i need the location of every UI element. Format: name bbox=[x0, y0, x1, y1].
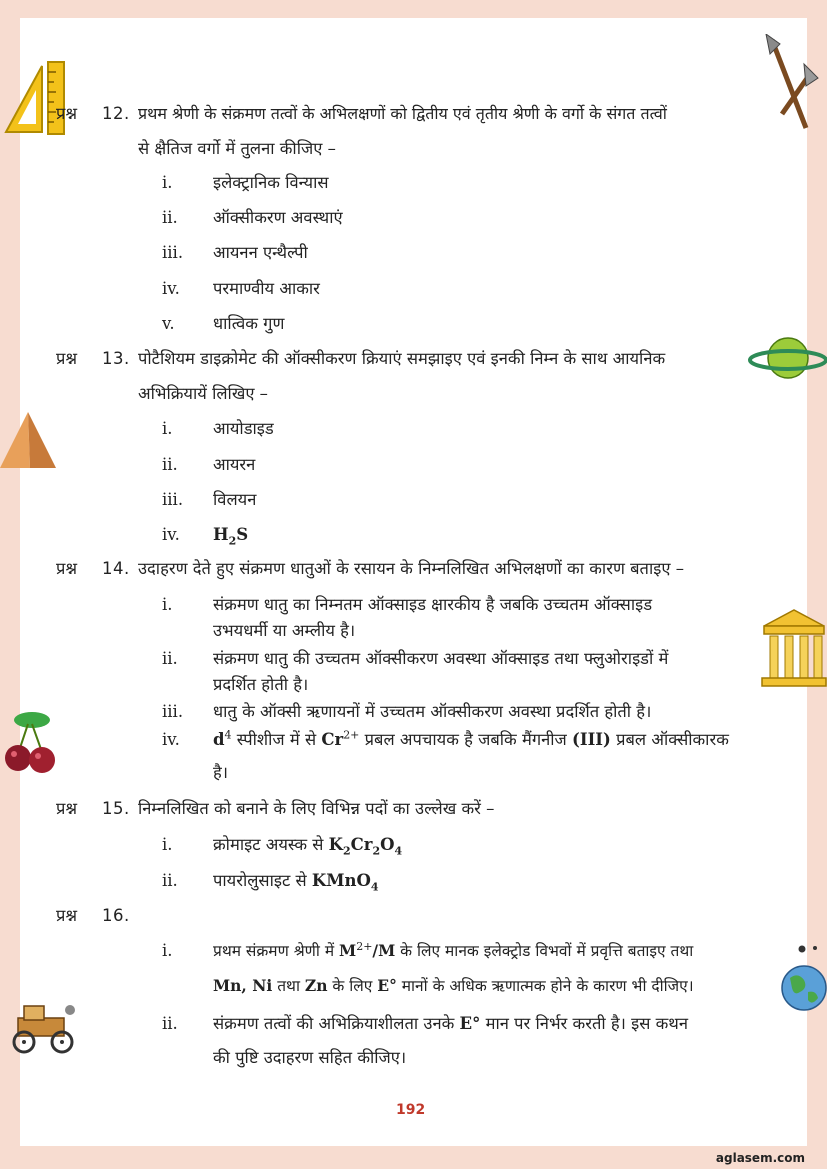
brand-label: aglasem.com bbox=[715, 1151, 805, 1165]
question-number: 13. bbox=[102, 349, 130, 368]
item-text: संक्रमण धातु का निम्नतम ऑक्साइड क्षारकीय है जबकि उच्चतम ऑक्साइड bbox=[213, 595, 653, 614]
item-text: $d^4$ स्पीशीज में से $Cr^{2+}$ प्रबल अपचायक है जबकि मैंगनीज (III) प्रबल ऑक्सीकारक bbox=[213, 728, 729, 749]
cherries-icon bbox=[2, 708, 58, 778]
item-roman: i. bbox=[162, 595, 173, 614]
item-roman: iv. bbox=[162, 730, 180, 749]
item-roman: iii. bbox=[162, 490, 184, 509]
item-text: संक्रमण तत्वों की अभिक्रियाशीलता उनके E° मान पर निर्भर करती है। इस कथन bbox=[213, 1014, 689, 1033]
question-label: प्रश्न bbox=[56, 906, 78, 925]
item-text: विलयन bbox=[213, 490, 257, 509]
item-text: पायरोलुसाइट से KMnO$_4$ bbox=[213, 871, 379, 894]
ruler-set-square-icon bbox=[2, 60, 68, 138]
question-number: 16. bbox=[102, 906, 130, 925]
question-number: 12. bbox=[102, 104, 130, 123]
question-label: प्रश्न bbox=[56, 799, 78, 818]
item-roman: iv. bbox=[162, 525, 180, 544]
item-text: आयनन एन्थैल्पी bbox=[213, 243, 308, 262]
vintage-car-icon bbox=[4, 996, 82, 1056]
item-roman: ii. bbox=[162, 1014, 178, 1033]
question-text: निम्नलिखित को बनाने के लिए विभिन्न पदों का उल्लेख करें – bbox=[138, 799, 495, 818]
item-roman: ii. bbox=[162, 208, 178, 227]
question-label: प्रश्न bbox=[56, 104, 78, 123]
item-text: Mn, Ni तथा Zn के लिए E° मानों के अधिक ऋणात्मक होने के कारण भी दीजिए। bbox=[213, 976, 694, 995]
question-label: प्रश्न bbox=[56, 349, 78, 368]
item-text: की पुष्टि उदाहरण सहित कीजिए। bbox=[213, 1048, 407, 1067]
item-text: परमाण्वीय आकार bbox=[213, 279, 320, 298]
item-roman: ii. bbox=[162, 649, 178, 668]
question-text: से क्षैतिज वर्गो में तुलना कीजिए – bbox=[138, 139, 336, 158]
item-roman: i. bbox=[162, 941, 173, 960]
item-roman: iv. bbox=[162, 279, 180, 298]
item-text: आयरन bbox=[213, 455, 256, 474]
item-text: प्रदर्शित होती है। bbox=[213, 675, 309, 694]
item-roman: iii. bbox=[162, 243, 184, 262]
item-text: प्रथम संक्रमण श्रेणी में $M^{2+}/M$ के लिए मानक इलेक्ट्रोड विभवों में प्रवृत्ति बताइए तथा bbox=[213, 939, 694, 960]
item-roman: i. bbox=[162, 173, 173, 192]
item-roman: i. bbox=[162, 419, 173, 438]
planet-icon bbox=[748, 330, 827, 388]
item-text: इलेक्ट्रानिक विन्यास bbox=[213, 173, 329, 192]
item-roman: ii. bbox=[162, 871, 178, 890]
temple-pillars-icon bbox=[760, 608, 827, 688]
item-roman: iii. bbox=[162, 702, 184, 721]
item-text: उभयधर्मी या अम्लीय है। bbox=[213, 621, 356, 640]
question-number: 14. bbox=[102, 559, 130, 578]
item-text: आयोडाइड bbox=[213, 419, 274, 438]
formula-h2s: $H_2S$ bbox=[213, 525, 249, 548]
item-text: संक्रमण धातु की उच्चतम ऑक्सीकरण अवस्था ऑक्साइड तथा फ्लुओराइडों में bbox=[213, 649, 669, 668]
question-text: प्रथम श्रेणी के संक्रमण तत्वों के अभिलक्षणों को द्वितीय एवं तृतीय श्रेणी के वर्गो के संगत तत्वों bbox=[138, 104, 667, 123]
question-text: अभिक्रियायें लिखिए – bbox=[138, 384, 268, 403]
item-roman: v. bbox=[162, 314, 175, 333]
question-number: 15. bbox=[102, 799, 130, 818]
item-roman: i. bbox=[162, 835, 173, 854]
question-label: प्रश्न bbox=[56, 559, 78, 578]
pyramid-icon bbox=[0, 410, 58, 470]
spear-tools-icon bbox=[762, 34, 820, 134]
item-roman: ii. bbox=[162, 455, 178, 474]
item-text: क्रोमाइट अयस्क से $K_2Cr_2O_4$ bbox=[213, 835, 403, 858]
item-text: है। bbox=[213, 763, 229, 782]
item-text: ऑक्सीकरण अवस्थाएं bbox=[213, 208, 343, 227]
item-text: धात्विक गुण bbox=[213, 314, 285, 333]
question-text: पोटैशियम डाइक्रोमेट की ऑक्सीकरण क्रियाएं समझाइए एवं इनकी निम्न के साथ आयनिक bbox=[138, 349, 666, 368]
globe-icon bbox=[778, 962, 827, 1012]
dots-icon bbox=[796, 942, 826, 954]
item-text: धातु के ऑक्सी ऋणायनों में उच्चतम ऑक्सीकरण अवस्था प्रदर्शित होती है। bbox=[213, 702, 652, 721]
page-number: 192 bbox=[396, 1102, 426, 1118]
question-text: उदाहरण देते हुए संक्रमण धातुओं के रसायन के निम्नलिखित अभिलक्षणों का कारण बताइए – bbox=[138, 559, 684, 578]
